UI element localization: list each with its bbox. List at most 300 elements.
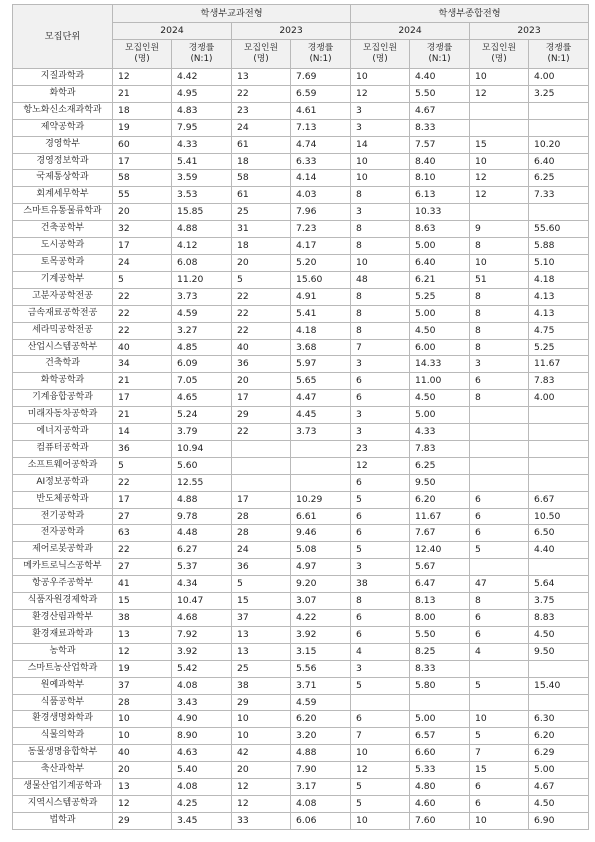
quota-cell: 8: [470, 593, 529, 610]
quota-cell: 42: [232, 745, 291, 762]
quota-cell: 28: [232, 525, 291, 542]
quota-cell: 58: [232, 170, 291, 187]
table-row: [13, 762, 589, 779]
ratio-cell: 6.06: [291, 812, 351, 829]
quota-cell: 6: [470, 491, 529, 508]
ratio-cell: 4.50: [410, 390, 470, 407]
table-row: [13, 559, 589, 576]
quota-cell: 13: [113, 626, 172, 643]
ratio-cell: 5.00: [410, 238, 470, 255]
department-name: 산업시스템공학부: [13, 339, 113, 356]
quota-cell: 17: [232, 390, 291, 407]
quota-cell: 37: [232, 610, 291, 627]
quota-cell: [470, 474, 529, 491]
department-name: 에너지공학과: [13, 424, 113, 441]
quota-cell: 20: [113, 762, 172, 779]
table-row: [13, 440, 589, 457]
ratio-cell: 3.17: [291, 779, 351, 796]
ratio-cell: 9.50: [529, 643, 589, 660]
department-name: 소프트웨어공학과: [13, 457, 113, 474]
quota-cell: 25: [232, 660, 291, 677]
ratio-cell: 6.13: [410, 187, 470, 204]
quota-cell: 6: [351, 626, 410, 643]
department-name: 기계융합공학과: [13, 390, 113, 407]
ratio-cell: 6.25: [529, 170, 589, 187]
year-header: 2024: [351, 23, 470, 40]
department-name: 도시공학과: [13, 238, 113, 255]
ratio-cell: 5.41: [291, 305, 351, 322]
quota-cell: 10: [470, 812, 529, 829]
department-name: 화학과: [13, 85, 113, 102]
ratio-cell: [291, 457, 351, 474]
quota-cell: 19: [113, 119, 172, 136]
department-name: 제약공학과: [13, 119, 113, 136]
ratio-cell: 7.69: [291, 69, 351, 86]
quota-cell: 38: [232, 677, 291, 694]
table-row: [13, 305, 589, 322]
quota-cell: 15: [470, 136, 529, 153]
quota-cell: 6: [351, 525, 410, 542]
quota-column-header: [232, 40, 291, 69]
quota-cell: 61: [232, 136, 291, 153]
ratio-cell: [529, 102, 589, 119]
table-row: [13, 508, 589, 525]
quota-cell: [470, 660, 529, 677]
quota-cell: 6: [351, 373, 410, 390]
ratio-cell: 6.50: [529, 525, 589, 542]
unit-header: 모집단위: [13, 5, 113, 69]
quota-cell: 10: [470, 69, 529, 86]
year-header: 2023: [232, 23, 351, 40]
table-body: [13, 69, 589, 830]
ratio-cell: 8.83: [529, 610, 589, 627]
ratio-cell: 6.30: [529, 711, 589, 728]
ratio-cell: 3.20: [291, 728, 351, 745]
quota-cell: 22: [113, 288, 172, 305]
quota-cell: 17: [113, 153, 172, 170]
ratio-cell: 7.92: [172, 626, 232, 643]
ratio-cell: [529, 119, 589, 136]
quota-cell: 17: [113, 390, 172, 407]
department-name: 금속재료공학전공: [13, 305, 113, 322]
quota-cell: 15: [113, 593, 172, 610]
quota-cell: 22: [232, 305, 291, 322]
quota-cell: [470, 457, 529, 474]
quota-cell: 5: [351, 542, 410, 559]
ratio-cell: 4.59: [291, 694, 351, 711]
department-name: 메카트로닉스공학부: [13, 559, 113, 576]
column-header-line: (명): [491, 54, 507, 64]
quota-cell: 60: [113, 136, 172, 153]
quota-cell: [470, 102, 529, 119]
ratio-cell: 4.03: [291, 187, 351, 204]
quota-cell: 32: [113, 221, 172, 238]
quota-cell: 14: [351, 136, 410, 153]
table-row: [13, 187, 589, 204]
department-name: 경영정보학과: [13, 153, 113, 170]
ratio-cell: 11.67: [529, 356, 589, 373]
department-name: 스마트유통물류학과: [13, 204, 113, 221]
ratio-cell: 11.00: [410, 373, 470, 390]
ratio-cell: 4.80: [410, 779, 470, 796]
ratio-cell: 5.20: [291, 254, 351, 271]
ratio-cell: 6.40: [529, 153, 589, 170]
quota-cell: 5: [113, 271, 172, 288]
ratio-cell: 4.50: [410, 322, 470, 339]
ratio-cell: [410, 694, 470, 711]
quota-cell: 18: [232, 238, 291, 255]
ratio-cell: 4.63: [172, 745, 232, 762]
ratio-cell: [529, 440, 589, 457]
quota-cell: 17: [232, 491, 291, 508]
ratio-cell: 7.83: [529, 373, 589, 390]
quota-cell: 20: [232, 762, 291, 779]
ratio-cell: 5.40: [172, 762, 232, 779]
quota-cell: 8: [470, 390, 529, 407]
quota-cell: 20: [232, 254, 291, 271]
ratio-cell: 6.27: [172, 542, 232, 559]
quota-cell: 4: [470, 643, 529, 660]
table-row: [13, 221, 589, 238]
ratio-cell: 4.50: [529, 795, 589, 812]
table-row: [13, 694, 589, 711]
ratio-cell: 4.13: [529, 305, 589, 322]
ratio-cell: 4.18: [291, 322, 351, 339]
quota-cell: 36: [113, 440, 172, 457]
ratio-cell: 7.67: [410, 525, 470, 542]
quota-cell: 28: [232, 508, 291, 525]
ratio-cell: 8.13: [410, 593, 470, 610]
department-name: 농학과: [13, 643, 113, 660]
department-name: 지역시스템공학과: [13, 795, 113, 812]
column-header-line: 경쟁률: [426, 43, 453, 53]
department-name: 식품공학부: [13, 694, 113, 711]
quota-cell: 8: [351, 238, 410, 255]
table-row: [13, 525, 589, 542]
quota-cell: 40: [113, 339, 172, 356]
quota-cell: 8: [470, 339, 529, 356]
ratio-cell: 4.68: [172, 610, 232, 627]
ratio-cell: 5.67: [410, 559, 470, 576]
quota-cell: 17: [113, 238, 172, 255]
table-row: [13, 610, 589, 627]
quota-cell: [470, 119, 529, 136]
table-row: [13, 204, 589, 221]
quota-cell: 5: [351, 491, 410, 508]
quota-cell: 13: [232, 69, 291, 86]
admission-table-container: [12, 4, 584, 830]
column-header-line: 경쟁률: [188, 43, 215, 53]
table-row: [13, 677, 589, 694]
ratio-cell: 7.96: [291, 204, 351, 221]
ratio-column-header: [529, 40, 589, 69]
ratio-cell: 10.47: [172, 593, 232, 610]
ratio-cell: 4.08: [291, 795, 351, 812]
column-header-line: (N:1): [547, 54, 570, 64]
quota-cell: 10: [351, 153, 410, 170]
ratio-cell: [529, 204, 589, 221]
ratio-cell: 4.90: [172, 711, 232, 728]
ratio-cell: 6.21: [410, 271, 470, 288]
quota-cell: 36: [232, 356, 291, 373]
ratio-cell: 4.88: [291, 745, 351, 762]
ratio-cell: 4.74: [291, 136, 351, 153]
table-row: [13, 457, 589, 474]
table-row: [13, 170, 589, 187]
quota-cell: 10: [232, 711, 291, 728]
quota-cell: 20: [113, 204, 172, 221]
table-row: [13, 69, 589, 86]
ratio-cell: 3.68: [291, 339, 351, 356]
table-row: [13, 288, 589, 305]
ratio-cell: 3.73: [291, 424, 351, 441]
ratio-cell: [529, 407, 589, 424]
quota-cell: 5: [113, 457, 172, 474]
quota-cell: 58: [113, 170, 172, 187]
quota-cell: 8: [351, 221, 410, 238]
quota-column-header: [351, 40, 410, 69]
ratio-cell: 5.24: [172, 407, 232, 424]
ratio-cell: 5.37: [172, 559, 232, 576]
table-header: [13, 5, 589, 69]
ratio-column-header: [410, 40, 470, 69]
ratio-cell: 6.57: [410, 728, 470, 745]
ratio-cell: 14.33: [410, 356, 470, 373]
quota-cell: 33: [232, 812, 291, 829]
department-name: 고분자공학전공: [13, 288, 113, 305]
quota-cell: 27: [113, 559, 172, 576]
ratio-cell: 4.18: [529, 271, 589, 288]
ratio-cell: 7.83: [410, 440, 470, 457]
ratio-cell: 4.50: [529, 626, 589, 643]
ratio-cell: [291, 440, 351, 457]
quota-cell: 3: [351, 119, 410, 136]
quota-cell: 38: [351, 576, 410, 593]
quota-cell: 7: [351, 728, 410, 745]
ratio-cell: 5.00: [410, 711, 470, 728]
quota-cell: 27: [113, 508, 172, 525]
table-row: [13, 322, 589, 339]
table-row: [13, 254, 589, 271]
quota-cell: 5: [470, 542, 529, 559]
quota-cell: 3: [470, 356, 529, 373]
quota-cell: 17: [113, 491, 172, 508]
column-header-line: (N:1): [190, 54, 213, 64]
ratio-cell: 7.33: [529, 187, 589, 204]
ratio-cell: 7.57: [410, 136, 470, 153]
ratio-cell: 6.90: [529, 812, 589, 829]
quota-cell: 13: [232, 626, 291, 643]
ratio-cell: 6.33: [291, 153, 351, 170]
ratio-cell: 4.13: [529, 288, 589, 305]
quota-cell: 8: [470, 322, 529, 339]
ratio-cell: 5.60: [172, 457, 232, 474]
quota-cell: 5: [351, 779, 410, 796]
ratio-cell: 6.47: [410, 576, 470, 593]
quota-cell: 12: [470, 85, 529, 102]
quota-cell: [470, 559, 529, 576]
quota-cell: 9: [470, 221, 529, 238]
ratio-cell: 4.17: [291, 238, 351, 255]
quota-cell: 6: [470, 626, 529, 643]
ratio-cell: 8.00: [410, 610, 470, 627]
quota-cell: 31: [232, 221, 291, 238]
quota-cell: 29: [232, 407, 291, 424]
department-name: 전자공학과: [13, 525, 113, 542]
quota-cell: 6: [351, 711, 410, 728]
ratio-cell: 3.92: [291, 626, 351, 643]
quota-cell: 24: [113, 254, 172, 271]
quota-cell: 20: [232, 373, 291, 390]
column-header-line: (N:1): [428, 54, 451, 64]
quota-cell: 21: [113, 407, 172, 424]
quota-cell: 18: [113, 102, 172, 119]
year-header: 2024: [113, 23, 232, 40]
ratio-cell: 9.20: [291, 576, 351, 593]
department-name: 식물의학과: [13, 728, 113, 745]
ratio-cell: 4.22: [291, 610, 351, 627]
ratio-cell: 7.05: [172, 373, 232, 390]
table-row: [13, 643, 589, 660]
ratio-cell: 10.50: [529, 508, 589, 525]
ratio-cell: 5.80: [410, 677, 470, 694]
quota-cell: 22: [232, 85, 291, 102]
ratio-cell: 3.27: [172, 322, 232, 339]
ratio-cell: 4.75: [529, 322, 589, 339]
ratio-cell: 4.48: [172, 525, 232, 542]
quota-cell: 7: [470, 745, 529, 762]
group-header-subject: 학생부교과전형: [113, 5, 351, 23]
table-row: [13, 390, 589, 407]
ratio-cell: 4.83: [172, 102, 232, 119]
quota-cell: 10: [113, 728, 172, 745]
ratio-cell: 5.64: [529, 576, 589, 593]
table-row: [13, 238, 589, 255]
ratio-cell: 4.25: [172, 795, 232, 812]
table-row: [13, 356, 589, 373]
ratio-cell: 11.20: [172, 271, 232, 288]
ratio-cell: 3.45: [172, 812, 232, 829]
table-row: [13, 542, 589, 559]
column-header-line: 모집인원: [125, 43, 159, 53]
quota-cell: 10: [351, 745, 410, 762]
column-header-line: 모집인원: [244, 43, 278, 53]
quota-cell: 5: [351, 677, 410, 694]
ratio-cell: 3.15: [291, 643, 351, 660]
department-name: 건축공학부: [13, 221, 113, 238]
ratio-cell: [529, 559, 589, 576]
ratio-cell: 10.33: [410, 204, 470, 221]
quota-cell: [470, 694, 529, 711]
table-row: [13, 102, 589, 119]
ratio-cell: 4.61: [291, 102, 351, 119]
ratio-cell: 4.14: [291, 170, 351, 187]
quota-cell: 6: [470, 373, 529, 390]
ratio-cell: 3.07: [291, 593, 351, 610]
department-name: 축산과학부: [13, 762, 113, 779]
ratio-cell: 4.33: [410, 424, 470, 441]
ratio-cell: 4.88: [172, 491, 232, 508]
ratio-cell: 15.85: [172, 204, 232, 221]
column-header-line: 모집인원: [363, 43, 398, 53]
quota-cell: 12: [351, 457, 410, 474]
ratio-cell: 7.95: [172, 119, 232, 136]
department-name: 건축학과: [13, 356, 113, 373]
table-row: [13, 660, 589, 677]
quota-cell: 18: [232, 153, 291, 170]
quota-cell: 5: [232, 576, 291, 593]
ratio-cell: 5.08: [291, 542, 351, 559]
quota-cell: 22: [113, 305, 172, 322]
table-row: [13, 576, 589, 593]
table-row: [13, 745, 589, 762]
ratio-cell: 3.25: [529, 85, 589, 102]
ratio-cell: 7.90: [291, 762, 351, 779]
department-name: 회계세무학부: [13, 187, 113, 204]
quota-cell: 6: [470, 610, 529, 627]
table-row: [13, 728, 589, 745]
ratio-cell: 6.29: [529, 745, 589, 762]
ratio-cell: 3.79: [172, 424, 232, 441]
ratio-cell: 15.60: [291, 271, 351, 288]
ratio-cell: 5.00: [410, 305, 470, 322]
ratio-cell: 4.91: [291, 288, 351, 305]
quota-cell: 8: [351, 322, 410, 339]
ratio-cell: 4.47: [291, 390, 351, 407]
ratio-cell: 6.40: [410, 254, 470, 271]
ratio-cell: 3.92: [172, 643, 232, 660]
quota-cell: 3: [351, 204, 410, 221]
ratio-cell: 5.00: [410, 407, 470, 424]
department-name: 컴퓨터공학과: [13, 440, 113, 457]
quota-cell: 28: [113, 694, 172, 711]
ratio-cell: 11.67: [410, 508, 470, 525]
table-row: [13, 779, 589, 796]
ratio-cell: 5.42: [172, 660, 232, 677]
ratio-cell: 6.20: [410, 491, 470, 508]
quota-cell: 10: [351, 812, 410, 829]
quota-cell: 3: [351, 407, 410, 424]
quota-cell: 41: [113, 576, 172, 593]
ratio-cell: 5.25: [410, 288, 470, 305]
department-name: 토목공학과: [13, 254, 113, 271]
quota-cell: 12: [470, 170, 529, 187]
quota-cell: 6: [470, 508, 529, 525]
quota-cell: 40: [113, 745, 172, 762]
quota-cell: 29: [232, 694, 291, 711]
ratio-cell: 4.00: [529, 69, 589, 86]
ratio-cell: 6.08: [172, 254, 232, 271]
ratio-cell: 8.33: [410, 119, 470, 136]
ratio-cell: 4.40: [410, 69, 470, 86]
column-header-line: 경쟁률: [307, 43, 334, 53]
ratio-cell: 4.67: [529, 779, 589, 796]
department-name: 미래자동차공학과: [13, 407, 113, 424]
ratio-cell: 3.53: [172, 187, 232, 204]
quota-cell: 12: [351, 762, 410, 779]
group-header-comprehensive: 학생부종합전형: [351, 5, 589, 23]
quota-cell: 5: [470, 728, 529, 745]
quota-cell: [351, 694, 410, 711]
department-name: 국제통상학과: [13, 170, 113, 187]
ratio-cell: 6.59: [291, 85, 351, 102]
quota-cell: 47: [470, 576, 529, 593]
table-row: [13, 795, 589, 812]
ratio-cell: 5.50: [410, 626, 470, 643]
department-name: 기계공학부: [13, 271, 113, 288]
ratio-cell: 4.59: [172, 305, 232, 322]
department-name: 세라믹공학전공: [13, 322, 113, 339]
